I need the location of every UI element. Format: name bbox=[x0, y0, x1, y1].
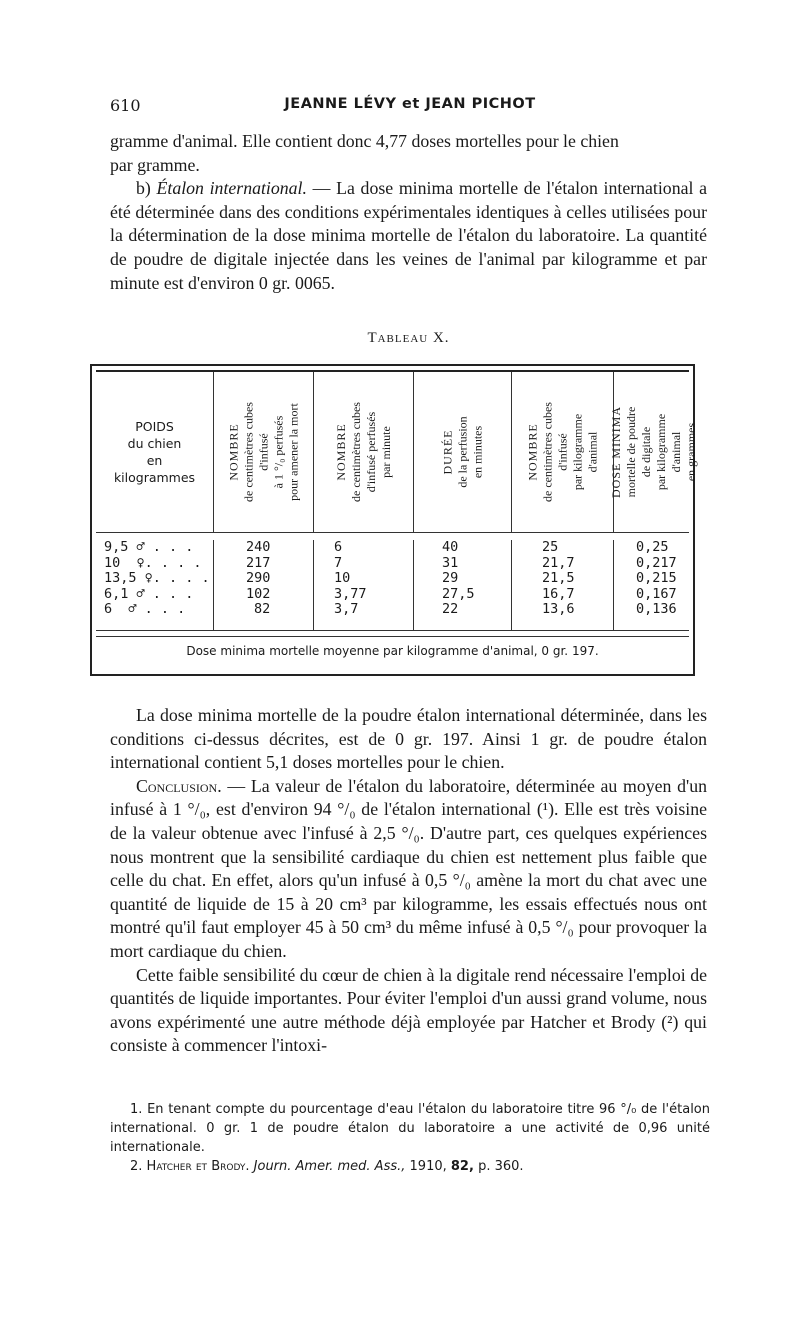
col-header-poids bbox=[96, 372, 214, 532]
fn2-num: 2. bbox=[130, 1159, 143, 1174]
table-cell: 25 bbox=[542, 539, 559, 555]
h3-line: NOMBRE bbox=[333, 423, 348, 481]
table-body bbox=[96, 540, 689, 631]
table-cell: 0,136 bbox=[636, 601, 677, 617]
table-cell: 13,6 bbox=[542, 601, 575, 617]
h2-line: d'infusé bbox=[256, 433, 270, 471]
table-cell: 21,7 bbox=[542, 554, 575, 571]
fn2-year: 1910, bbox=[409, 1159, 447, 1174]
h5-line: par kilogramme bbox=[570, 413, 584, 491]
h6-line: de digitale bbox=[638, 426, 653, 478]
bottom-text bbox=[110, 704, 707, 1058]
fn2-page: p. 360. bbox=[478, 1159, 524, 1174]
b-rest: — La dose minima mortelle de l'étalon international a été déterminée dans des conditions expérimentales identiques à celles utilisées pour la détermination de la dose minima mortelle de l'étalon du laboratoire. La quantité de poudre de digitale injectée dans les veines de l'animal par kilogramme et par minute est d'environ 0 gr. 0065. bbox=[110, 178, 708, 293]
footnote-2 bbox=[110, 1157, 710, 1176]
h4-line: DURÉE bbox=[440, 429, 454, 475]
table-cell: 9,5 ♂ . . . bbox=[104, 539, 194, 555]
h5-line: NOMBRE bbox=[525, 423, 539, 481]
paragraph-3: Cette faible sensibilité du cœur de chien à la digitale rend nécessaire l'emploi de quantités de liquide importantes. Pour éviter l'emploi d'un aussi grand volume, nous avons expérimenté une autre méthode déjà employée par Hatcher et Brody (²) qui consiste à commencer l'intoxi- bbox=[110, 964, 707, 1056]
paragraph-1: La dose minima mortelle de la poudre étalon international déterminée, dans les conditions ci-dessus décrites, est de 0 gr. 197. Ainsi 1 gr. de poudre étalon international contient 5,1 doses mortelles pour le chien. bbox=[110, 705, 707, 773]
table-cell: 0,217 bbox=[636, 554, 677, 571]
h3-line: de centimètres cubes bbox=[348, 402, 363, 502]
h4-line: de la perfusion bbox=[455, 416, 469, 488]
footnote-1: 1. En tenant compte du pourcentage d'eau l'étalon du laboratoire titre 96 °/₀ de l'étalon international. 0 gr. 1 de poudre étalon du laboratoire a une activité de 0,96 unité internationale. bbox=[110, 1102, 710, 1155]
table-title: Tableau X. bbox=[367, 330, 450, 346]
running-head: JEANNE LÉVY et JEAN PICHOT bbox=[284, 96, 536, 112]
table-cell: 7 bbox=[334, 554, 343, 571]
table-cell: 10 ♀. . . . bbox=[104, 554, 202, 571]
table-cell: 240 bbox=[246, 539, 271, 555]
table-cell: 82 bbox=[254, 601, 271, 617]
table-cell: 6 bbox=[334, 539, 343, 555]
table-cell: 10 bbox=[334, 570, 351, 586]
col-total bbox=[214, 540, 314, 630]
fn2-volume: 82, bbox=[450, 1159, 474, 1174]
table-cell: 0,25 bbox=[636, 539, 669, 555]
table-cell: 6,1 ♂ . . . bbox=[104, 585, 194, 602]
col-header-dose bbox=[608, 372, 698, 532]
table-cell: 102 bbox=[246, 585, 271, 602]
h6-line: DOSE MINIMA bbox=[608, 406, 623, 498]
page-header bbox=[110, 96, 710, 116]
table-cell: 22 bbox=[442, 601, 459, 617]
h1-line: en bbox=[146, 453, 163, 468]
col-dose bbox=[614, 540, 693, 630]
table-cell: 21,5 bbox=[542, 570, 575, 586]
h1-line: du chien bbox=[127, 436, 182, 451]
table-header-row bbox=[96, 370, 698, 533]
table-cell: 217 bbox=[246, 554, 271, 571]
h2-line: pour amener la mort bbox=[286, 403, 300, 501]
table-cell: 6 ♂ . . . bbox=[104, 601, 186, 617]
table-cell: 0,167 bbox=[636, 585, 677, 602]
table-footer: Dose minima mortelle moyenne par kilogramme d'animal, 0 gr. 197. bbox=[96, 636, 689, 665]
paragraph-b bbox=[110, 177, 707, 295]
table-cell: 290 bbox=[246, 570, 271, 586]
h6-line: d'animal bbox=[668, 431, 683, 473]
col-poids bbox=[96, 540, 214, 630]
table-cell: 40 bbox=[442, 539, 459, 555]
line-2: par gramme. bbox=[110, 154, 200, 175]
data-table bbox=[90, 364, 698, 676]
h2-line: NOMBRE bbox=[226, 423, 240, 481]
table-cell: 16,7 bbox=[542, 585, 575, 602]
table-cell: 0,215 bbox=[636, 570, 677, 586]
col-header-duree bbox=[414, 372, 512, 532]
h4-line: en minutes bbox=[470, 425, 484, 479]
h1-line: POIDS bbox=[135, 419, 174, 434]
page-number: 610 bbox=[110, 96, 141, 115]
h6-line: par kilogramme bbox=[653, 413, 668, 491]
footnotes bbox=[110, 1100, 710, 1176]
table-cell: 27,5 bbox=[442, 585, 475, 602]
h6-line: en grammes bbox=[683, 422, 698, 482]
h1-line: kilogrammes bbox=[113, 470, 196, 485]
paragraph-conclusion bbox=[110, 775, 707, 964]
h3-line: par minute bbox=[378, 426, 393, 478]
h6-line: mortelle de poudre bbox=[623, 406, 638, 498]
top-text bbox=[110, 130, 707, 295]
table-cell: 13,5 ♀. . . . bbox=[104, 570, 210, 586]
b-label: b) bbox=[136, 178, 151, 199]
col-duree bbox=[414, 540, 512, 630]
h5-line: d'animal bbox=[585, 431, 599, 473]
h3-line: d'infusé perfusés bbox=[363, 411, 378, 493]
table-cell: 3,7 bbox=[334, 601, 359, 617]
h5-line: d'infusé bbox=[555, 433, 569, 471]
table-cell: 31 bbox=[442, 554, 459, 571]
conclusion-text: — La valeur de l'étalon du laboratoire, déterminée au moyen d'un infusé à 1 °/₀, est d'environ 94 °/₀ de l'étalon international (¹). Elle est très voisine de la valeur obtenue avec l'infusé à 2,5 °/₀. D'autre part, ces quelques expériences nous montrent que la sensibilité cardiaque du chien est nettement plus faible que celle du chat. En effet, alors qu'un infusé à 0,5 °/₀ amène la mort du chat avec une quantité de liquide de 15 à 20 cm³ par kilogramme, les essais effectués nous ont montré qu'il faut employer 45 à 50 cm³ du même infusé à 0,5 °/₀ pour provoquer la mort cardiaque du chien. bbox=[110, 775, 708, 961]
col-header-per-kg bbox=[512, 372, 614, 532]
fn2-journal: Journ. Amer. med. Ass., bbox=[253, 1159, 406, 1174]
fn2-authors: Hatcher et Brody. bbox=[146, 1159, 250, 1174]
table-cell: 3,77 bbox=[334, 585, 367, 602]
col-header-per-minute bbox=[314, 372, 414, 532]
h5-line: de centimètres cubes bbox=[540, 402, 554, 502]
col-per-minute bbox=[314, 540, 414, 630]
h2-line: de centimètres cubes bbox=[241, 402, 255, 502]
line-1: gramme d'animal. Elle contient donc 4,77 doses mortelles pour le chien bbox=[110, 131, 619, 151]
conclusion-label: Conclusion. bbox=[136, 775, 222, 796]
h2-line: à 1 °/₀ perfusés bbox=[271, 415, 285, 489]
b-title: Étalon international. bbox=[156, 178, 307, 199]
col-header-total bbox=[214, 372, 314, 532]
table-cell: 29 bbox=[442, 570, 459, 586]
col-per-kg bbox=[512, 540, 614, 630]
